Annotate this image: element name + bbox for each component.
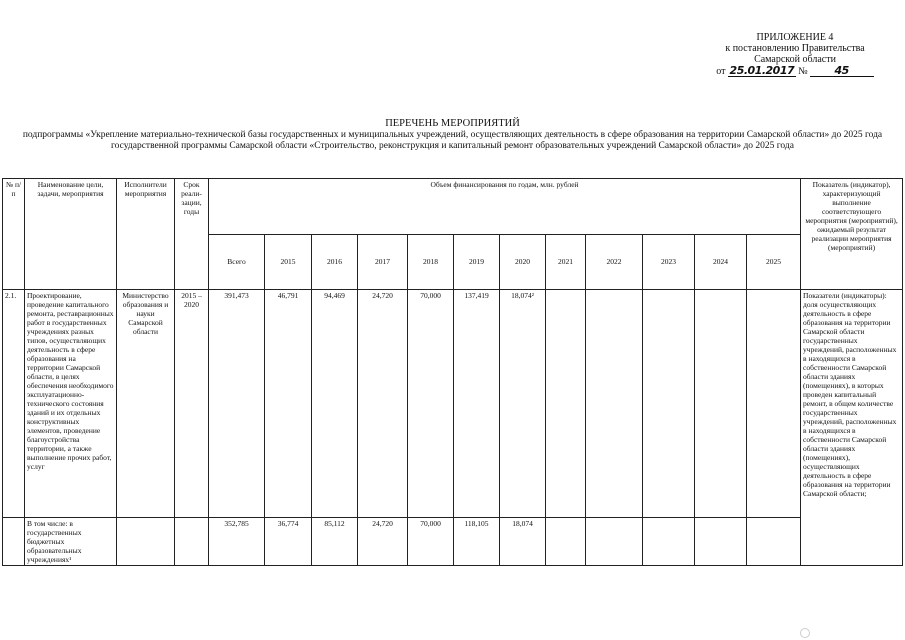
value-cell — [643, 290, 695, 518]
table-row — [3, 518, 903, 566]
header-funding: Объем финансирования по годам, млн. рублей — [209, 179, 801, 235]
row-term — [175, 518, 209, 566]
value-cell — [695, 518, 747, 566]
value-cell: 118,105 — [454, 518, 500, 566]
row-executors — [117, 518, 175, 566]
header-year: 2017 — [358, 234, 408, 290]
appendix-line: Самарской области — [754, 54, 836, 65]
value-cell: 137,419 — [454, 290, 500, 518]
row-name: В том числе: в государственных бюджетных образовательных учреждениях¹ — [25, 518, 117, 566]
value-cell: 18,074 — [500, 518, 546, 566]
value-cell: 391,473 — [209, 290, 265, 518]
value-cell: 36,774 — [265, 518, 312, 566]
row-executors: Министерство образования и науки Самарской области — [117, 290, 175, 518]
value-cell — [695, 290, 747, 518]
header-term: Срок реали- зации, годы — [175, 179, 209, 290]
row-term: 2015 – 2020 — [175, 290, 209, 518]
value-cell — [643, 518, 695, 566]
header-year: 2021 — [546, 234, 586, 290]
page-mark — [800, 628, 810, 638]
header-indicator: Показатель (индикатор), характеризующий выполнение соответствующего мероприятия (мероприятий), ожидаемый результат реализации мероприятия (мероприятий) — [801, 179, 903, 290]
measures-table — [2, 178, 903, 566]
value-cell — [586, 290, 643, 518]
value-cell — [747, 290, 801, 518]
from-label: от — [716, 66, 726, 77]
appendix-block — [700, 32, 890, 77]
value-cell: 70,000 — [408, 290, 454, 518]
header-year: 2023 — [643, 234, 695, 290]
value-cell — [586, 518, 643, 566]
appendix-title: ПРИЛОЖЕНИЕ 4 — [756, 32, 834, 43]
value-cell: 18,074² — [500, 290, 546, 518]
header-num: № п/п — [3, 179, 25, 290]
value-cell: 85,112 — [312, 518, 358, 566]
row-num — [3, 518, 25, 566]
value-cell: 46,791 — [265, 290, 312, 518]
table-row — [3, 290, 903, 518]
header-year: 2016 — [312, 234, 358, 290]
header-year: 2015 — [265, 234, 312, 290]
header-name: Наименование цели, задачи, мероприятия — [25, 179, 117, 290]
value-cell — [546, 290, 586, 518]
number-label: № — [798, 66, 808, 77]
title-heading: ПЕРЕЧЕНЬ МЕРОПРИЯТИЙ — [385, 118, 520, 129]
header-executors: Исполнители мероприятия — [117, 179, 175, 290]
value-cell: 24,720 — [358, 290, 408, 518]
header-year: 2022 — [586, 234, 643, 290]
header-year: Всего — [209, 234, 265, 290]
row-name: Проектирование, проведение капитального ремонта, реставрационных работ в государственных учреждениях разных типов, осуществляющих деятельность в сфере образования на территории Самарской области, в целях обеспечения необходимого эксплуатационно-технического состояния зданий и их отдельных конструктивных элементов, проведение благоустройства территории, а также выполнение прочих работ, услуг — [25, 290, 117, 518]
value-cell: 24,720 — [358, 518, 408, 566]
value-cell: 70,000 — [408, 518, 454, 566]
header-row — [3, 179, 903, 235]
header-year: 2025 — [747, 234, 801, 290]
value-cell: 94,469 — [312, 290, 358, 518]
appendix-line: к постановлению Правительства — [725, 43, 865, 54]
handwritten-number: 45 — [810, 65, 874, 77]
value-cell — [546, 518, 586, 566]
document-title — [20, 118, 885, 153]
handwritten-date: 25.01.2017 — [729, 64, 795, 77]
header-year: 2019 — [454, 234, 500, 290]
header-year: 2018 — [408, 234, 454, 290]
row-num: 2.1. — [3, 290, 25, 518]
value-cell — [747, 518, 801, 566]
value-cell: 352,785 — [209, 518, 265, 566]
decree-date-number — [700, 65, 890, 77]
row-indicator: Показатели (индикаторы): доля осуществляющих деятельность в сфере образования на территории Самарской области государственных учреждений, расположенных в находящихся в собственности Самарской области зданиях (помещениях), в которых проведен капитальный ремонт, в общем количестве государственных учреждений, расположенных в находящихся в собственности Самарской области зданиях (помещениях), осуществляющих деятельность в сфере образования на территории Самарской области; — [801, 290, 903, 566]
title-subtitle: подпрограммы «Укрепление материально-технической базы государственных и муниципальных учреждений, осуществляющих деятельность в сфере образования на территории Самарской области» до 2025 года государственной программы Самарской области «Строительство, реконструкция и капитальный ремонт образовательных учреждений Самарской области» до 2025 года — [22, 129, 883, 151]
header-year: 2020 — [500, 234, 546, 290]
header-year: 2024 — [695, 234, 747, 290]
